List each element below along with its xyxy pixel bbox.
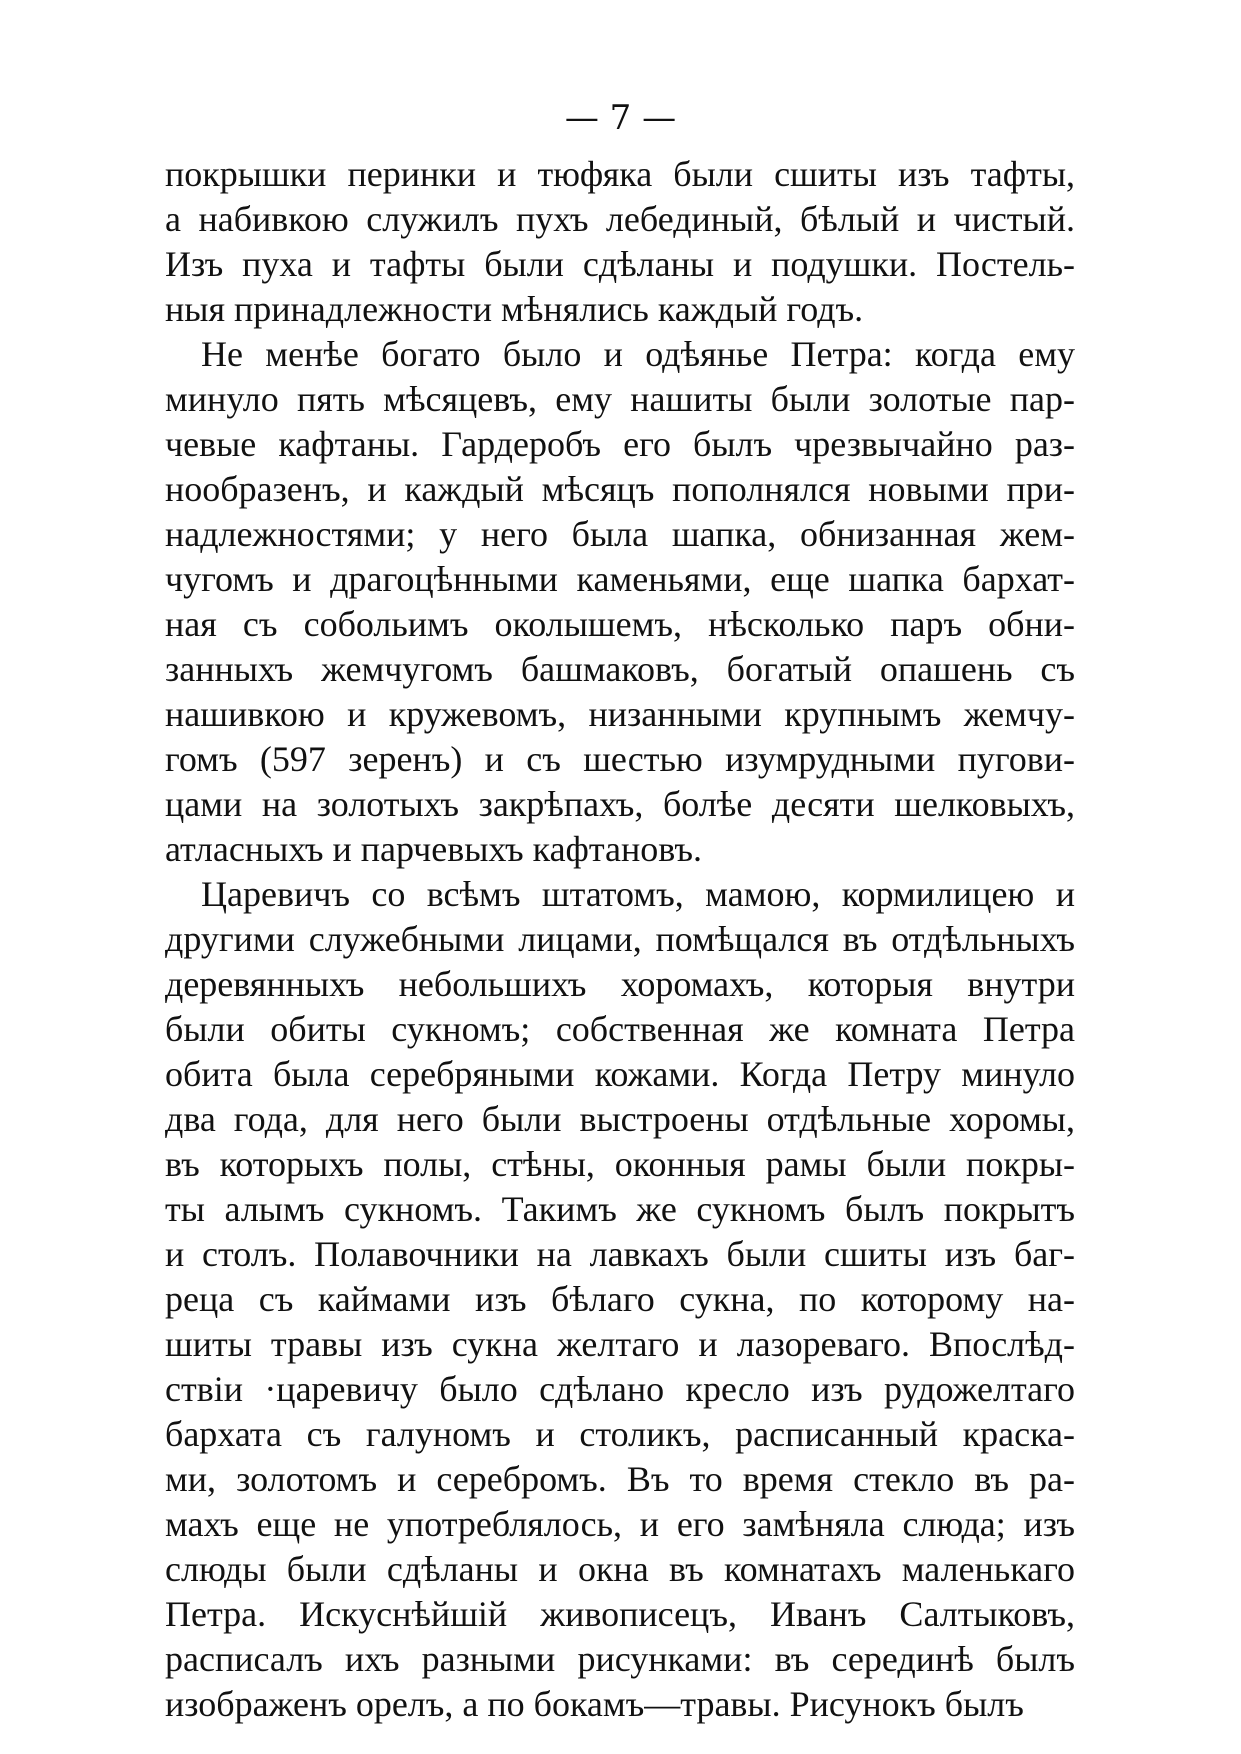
paragraph [165,872,1075,1727]
page-number: — 7 — [564,98,677,138]
text-line: два года, для него были выстроены отдѣльные хоромы, [165,1099,1075,1139]
text-line: Царевичъ со всѣмъ штатомъ, мамою, кормилицею и [201,874,1075,914]
text-line: Изъ пуха и тафты были сдѣланы и подушки. Постель- [165,244,1075,284]
text-line: махъ еще не употреблялось, и его замѣняла слюда; изъ [165,1504,1075,1544]
text-line: покрышки перинки и тюфяка были сшиты изъ тафты, [165,154,1075,194]
text-line: реца съ каймами изъ бѣлаго сукна, по которому на- [165,1279,1075,1319]
text-line: слюды были сдѣланы и окна въ комнатахъ маленькаго [165,1549,1075,1589]
text-line: нообразенъ, и каждый мѣсяцъ пополнялся новыми при- [165,469,1075,509]
body-text [165,152,1075,1727]
text-line: Петра. Искуснѣйшій живописецъ, Иванъ Салтыковъ, [165,1594,1075,1634]
text-line: и столъ. Полавочники на лавкахъ были сшиты изъ баг- [165,1234,1075,1274]
text-line: нашивкою и кружевомъ, низанными крупнымъ жемчу- [165,694,1075,734]
text-line: а набивкою служилъ пухъ лебединый, бѣлый и чистый. [165,199,1075,239]
text-line: бархата съ галуномъ и столикъ, расписанный краска- [165,1414,1075,1454]
text-line: въ которыхъ полы, стѣны, оконныя рамы были покры- [165,1144,1075,1184]
text-line: Не менѣе богато было и одѣянье Петра: когда ему [201,334,1075,374]
text-line: ныя принадлежности мѣнялись каждый годъ. [165,289,864,329]
text-line: ствіи ·царевичу было сдѣлано кресло изъ рудожелтаго [165,1369,1075,1409]
text-line: другими служебными лицами, помѣщался въ отдѣльныхъ [165,919,1075,959]
text-line: чугомъ и драгоцѣнными каменьями, еще шапка бархат- [165,559,1075,599]
paragraph [165,152,1075,332]
text-line: минуло пять мѣсяцевъ, ему нашиты были золотые пар- [165,379,1075,419]
paragraph [165,332,1075,872]
text-line: шиты травы изъ сукна желтаго и лазореваго. Впослѣд- [165,1324,1075,1364]
text-line: были обиты сукномъ; собственная же комната Петра [165,1009,1075,1049]
text-line: изображенъ орелъ, а по бокамъ—травы. Рисунокъ былъ [165,1684,1024,1724]
text-line: надлежностями; у него была шапка, обнизанная жем- [165,514,1075,554]
text-line: гомъ (597 зеренъ) и съ шестью изумрудными пугови- [165,739,1075,779]
text-line: цами на золотыхъ закрѣпахъ, болѣе десяти шелковыхъ, [165,784,1075,824]
text-line: обита была серебряными кожами. Когда Петру минуло [165,1054,1075,1094]
text-line: ми, золотомъ и серебромъ. Въ то время стекло въ ра- [165,1459,1075,1499]
text-line: ная съ собольимъ околышемъ, нѣсколько паръ обни- [165,604,1075,644]
text-line: деревянныхъ небольшихъ хоромахъ, которыя внутри [165,964,1075,1004]
text-line: ты алымъ сукномъ. Такимъ же сукномъ былъ покрытъ [165,1189,1075,1229]
text-line: расписалъ ихъ разными рисунками: въ серединѣ былъ [165,1639,1075,1679]
text-line: занныхъ жемчугомъ башмаковъ, богатый опашень съ [165,649,1075,689]
text-line: атласныхъ и парчевыхъ кафтановъ. [165,829,703,869]
text-line: чевые кафтаны. Гардеробъ его былъ чрезвычайно раз- [165,424,1075,464]
